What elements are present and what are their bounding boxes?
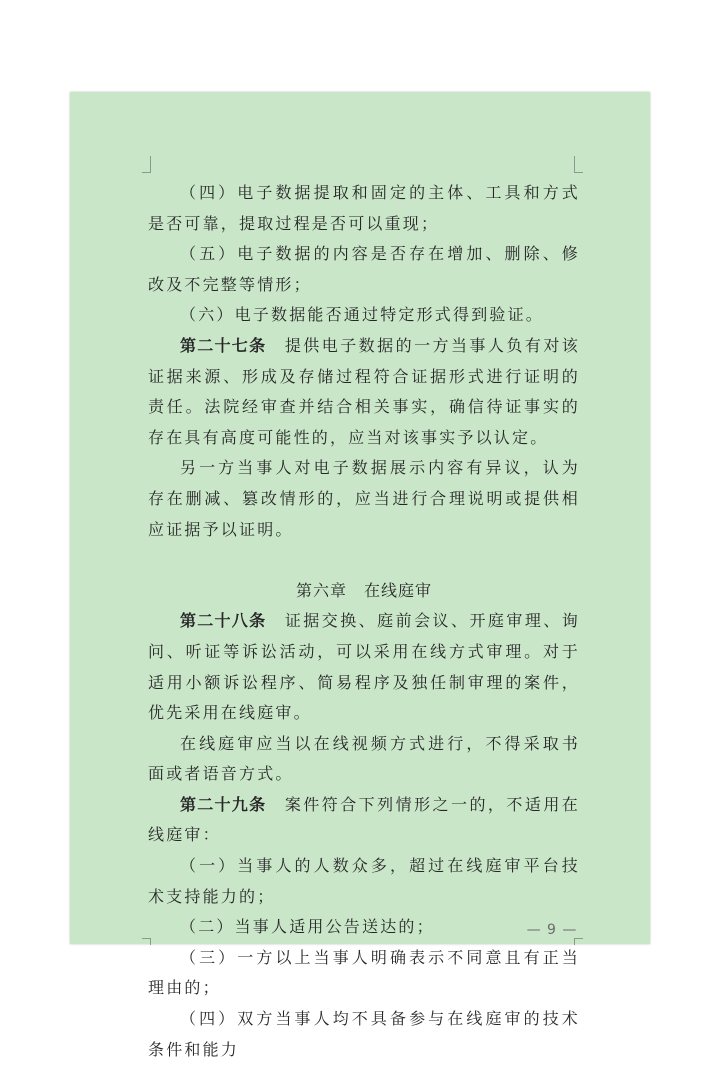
paragraph: （三）一方以上当事人明确表示不同意且有正当理由的； [148,947,580,998]
blank-line [148,545,580,576]
article-text: 提供电子数据的一方当事人负有对该证据来源、形成及存储过程符合证据形式进行证明的责任。法院经审查并结合相关事实，确信待证事实的存在具有高度可能性的，应当对该事实予以认定。 [148,335,580,447]
page-number: — 9 — [526,922,578,938]
article-paragraph [148,331,580,453]
paragraph: （二）当事人适用公告送达的； [180,917,435,937]
article-number: 第二十八条 [180,611,267,631]
paragraph: 在线庭审应当以在线视频方式进行，不得采取书面或者语音方式。 [148,733,580,784]
article-paragraph [148,606,580,728]
crop-mark-top-left [142,156,151,173]
paragraph: （四）双方当事人均不具备参与在线庭审的技术条件和能力 [148,1009,580,1059]
article-text: 案件符合下列情形之一的，不适用在线庭审： [148,794,580,845]
paragraph: 另一方当事人对电子数据展示内容有异议，认为存在删减、篡改情形的，应当进行合理说明或提供相应证据予以证明。 [148,458,580,539]
article-paragraph [148,790,580,851]
article-text: 证据交换、庭前会议、开庭审理、询问、听证等诉讼活动，可以采用在线方式审理。对于适用小额诉讼程序、简易程序及独任制审理的案件，优先采用在线庭审。 [148,611,580,723]
article-number: 第二十七条 [180,335,267,355]
article-number: 第二十九条 [180,794,267,814]
crop-mark-top-right [574,156,583,173]
paragraph: （五）电子数据的内容是否存在增加、删除、修改及不完整等情形； [148,244,580,294]
paragraph: （一）当事人的人数众多，超过在线庭审平台技术支持能力的； [148,856,580,906]
paragraph: （六）电子数据能否通过特定形式得到验证。 [180,305,545,325]
document-body [148,178,580,1065]
paragraph: （四）电子数据提取和固定的主体、工具和方式是否可靠，提取过程是否可以重现； [148,183,580,233]
document-page [70,92,650,1059]
chapter-heading: 第六章 在线庭审 [295,580,432,600]
